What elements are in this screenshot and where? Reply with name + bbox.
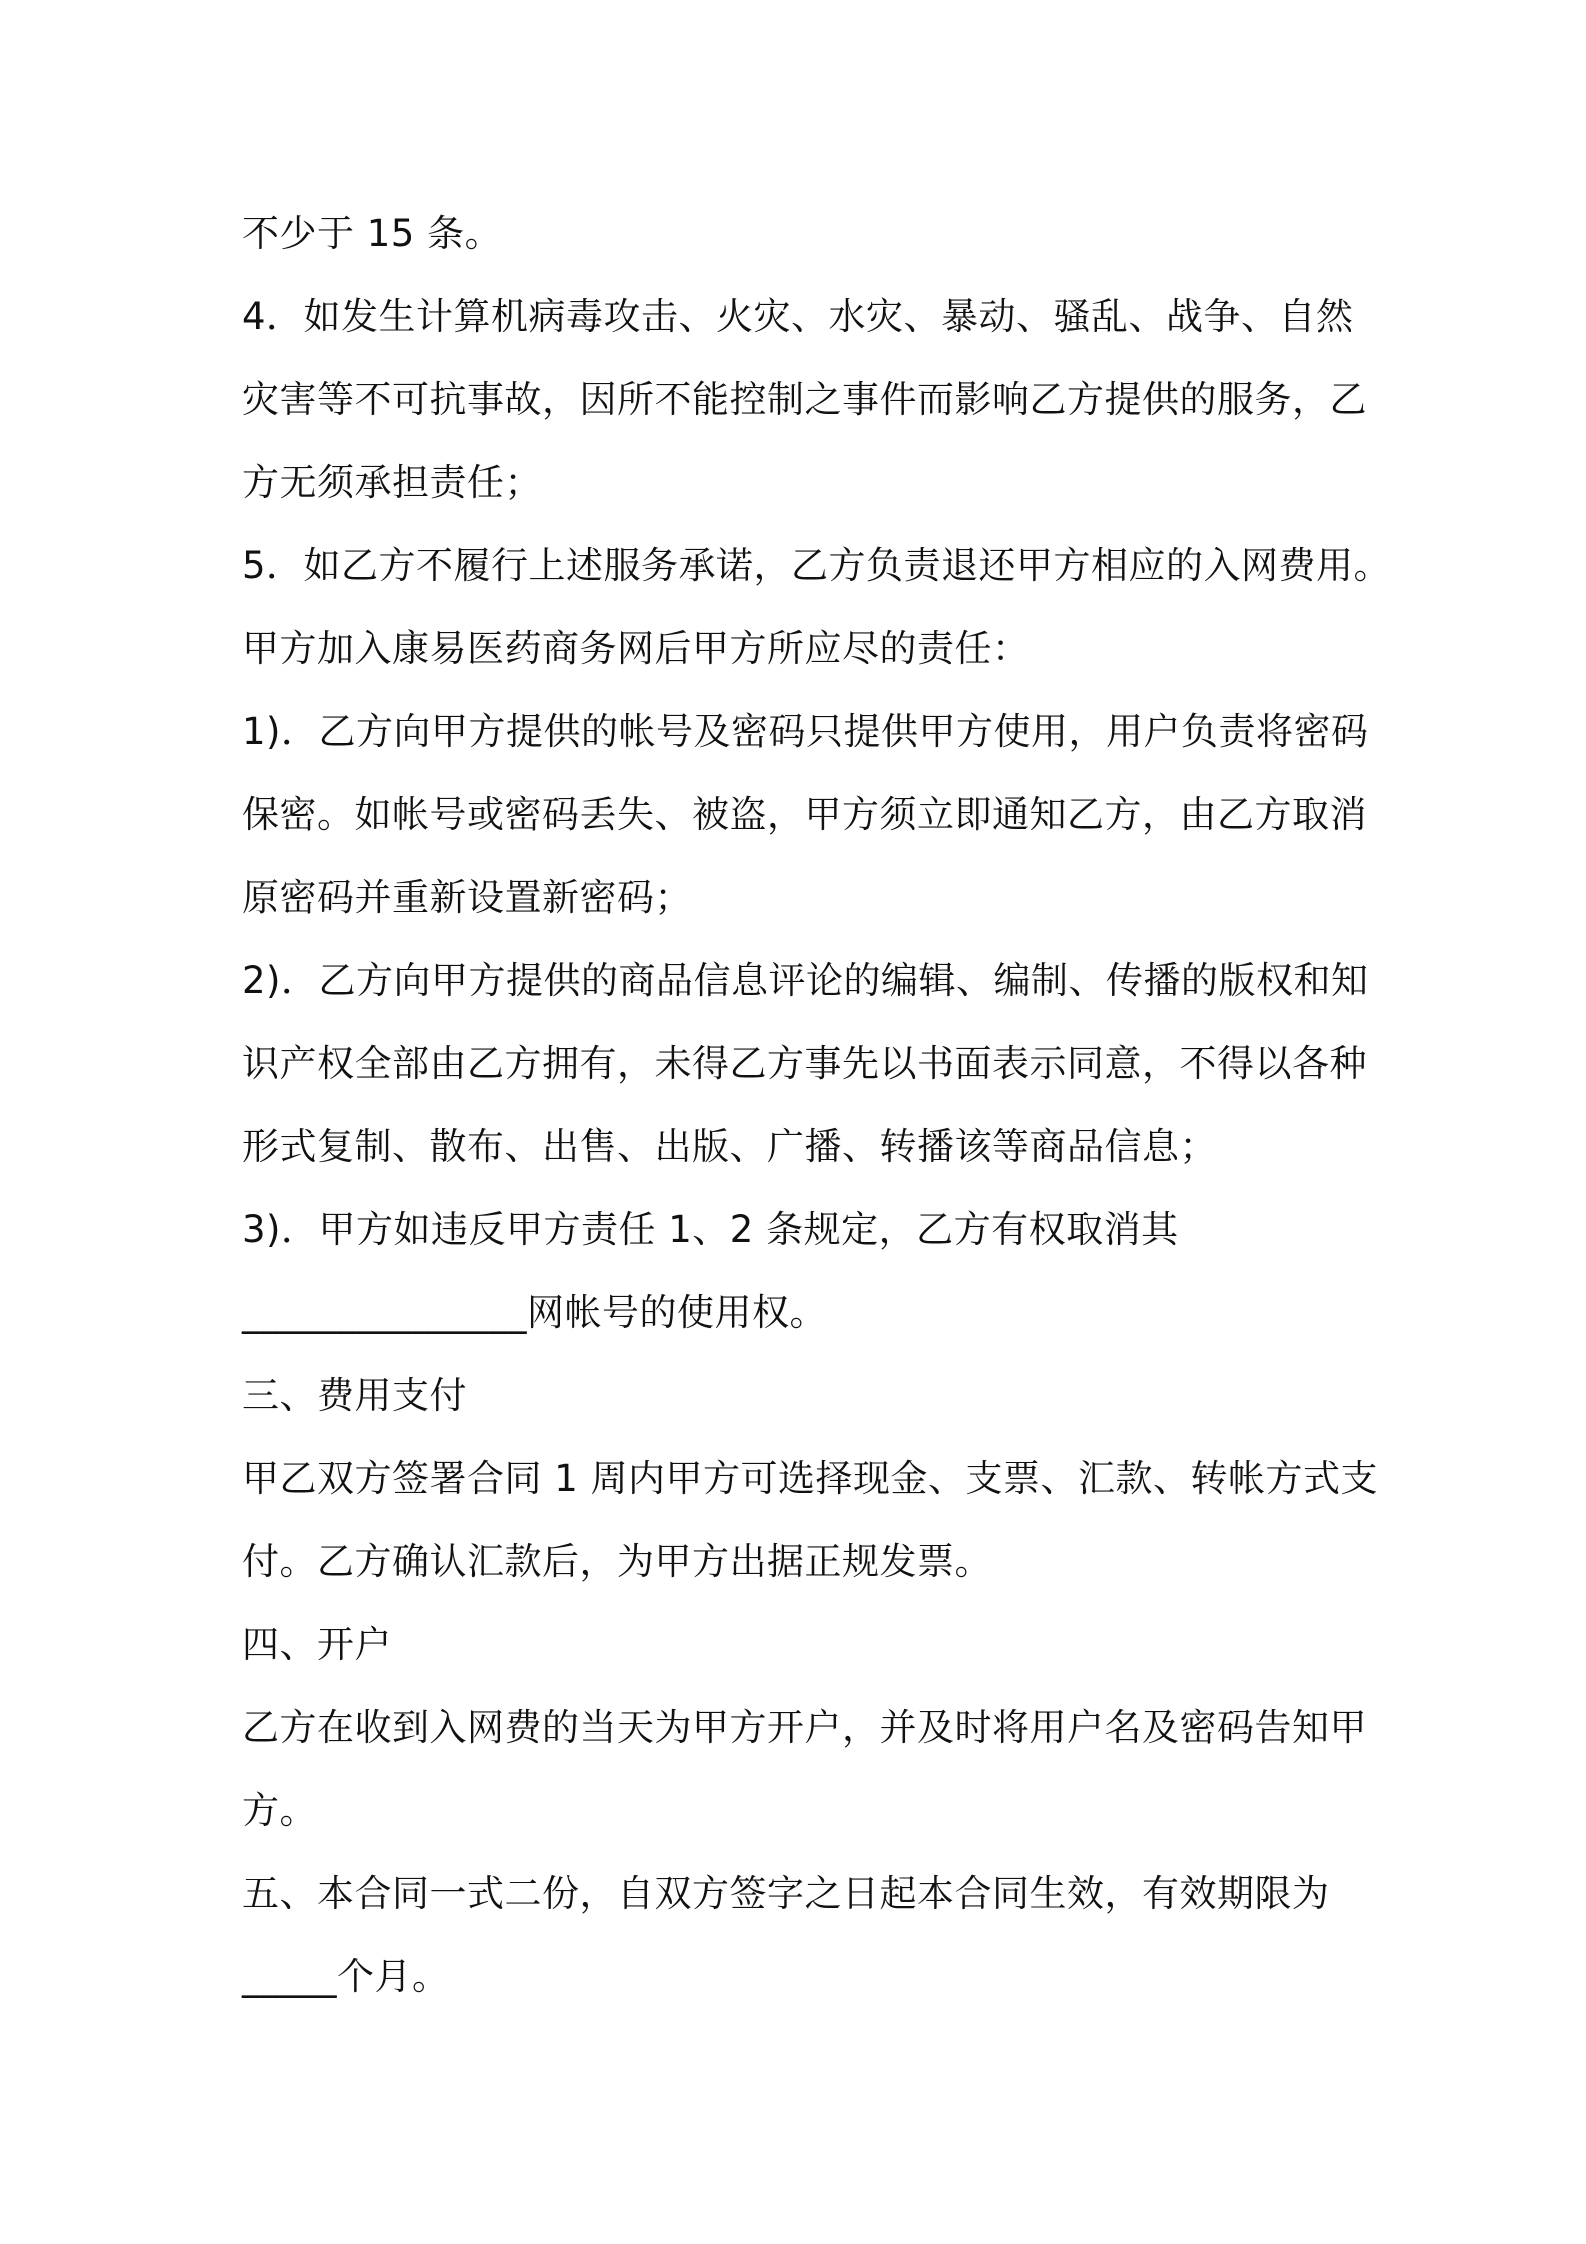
text-line: 4．如发生计算机病毒攻击、火灾、水灾、暴动、骚乱、战争、自然 [242,295,1354,338]
text-line: 形式复制、散布、出售、出版、广播、转播该等商品信息； [242,1125,1217,1168]
text-line: 5．如乙方不履行上述服务承诺，乙方负责退还甲方相应的入网费用。 [242,544,1392,587]
text-line: 3)．甲方如违反甲方责任 1、2 条规定，乙方有权取消其 [242,1208,1179,1251]
text-line: 方无须承担责任； [242,461,542,504]
text-line: _______________网帐号的使用权。 [242,1291,827,1334]
text-line: 灾害等不可抗事故，因所不能控制之事件而影响乙方提供的服务，乙 [242,378,1367,421]
text-line: 保密。如帐号或密码丢失、被盗，甲方须立即通知乙方，由乙方取消 [242,793,1367,836]
text-line: 乙方在收到入网费的当天为甲方开户，并及时将用户名及密码告知甲 [242,1706,1367,1749]
text-line: _____个月。 [242,1955,450,1998]
section-heading: 三、费用支付 [242,1374,467,1417]
text-line: 付。乙方确认汇款后，为甲方出据正规发票。 [242,1540,992,1583]
text-line: 方。 [242,1789,317,1832]
section-heading: 五、本合同一式二份，自双方签字之日起本合同生效，有效期限为 [242,1872,1330,1915]
text-line: 识产权全部由乙方拥有，未得乙方事先以书面表示同意，不得以各种 [242,1042,1367,1085]
text-line: 甲乙双方签署合同 1 周内甲方可选择现金、支票、汇款、转帐方式支 [242,1457,1379,1500]
section-heading: 甲方加入康易医药商务网后甲方所应尽的责任： [242,627,1030,670]
text-line: 2)．乙方向甲方提供的商品信息评论的编辑、编制、传播的版权和知 [242,959,1369,1002]
text-line: 原密码并重新设置新密码； [242,876,692,919]
text-line: 1)．乙方向甲方提供的帐号及密码只提供甲方使用，用户负责将密码 [242,710,1369,753]
section-heading: 四、开户 [242,1623,392,1666]
contract-body [242,192,1392,2018]
text-line: 不少于 15 条。 [242,212,503,255]
